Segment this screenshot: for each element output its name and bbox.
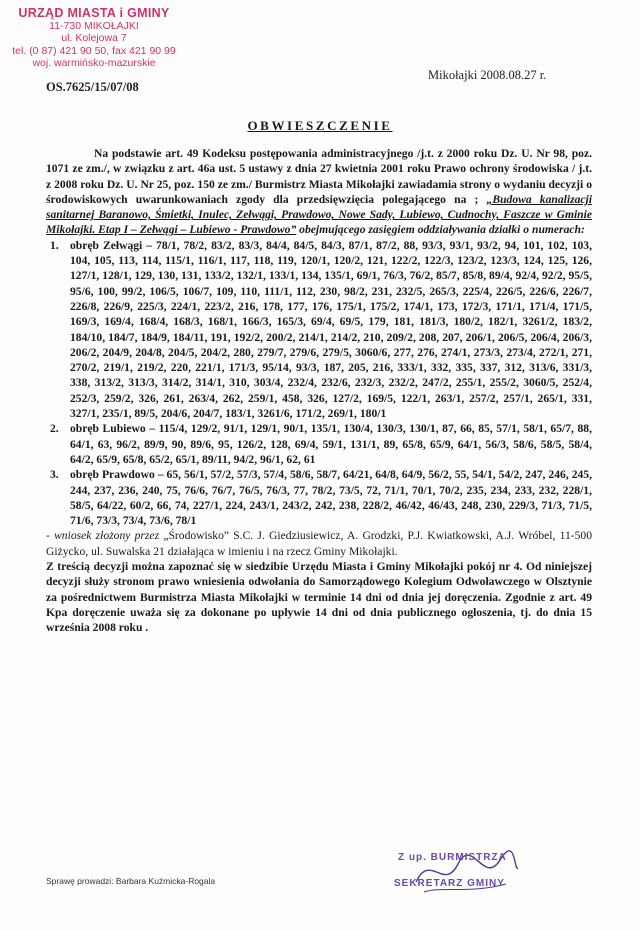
parcel-item-number: 2.: [50, 422, 59, 436]
intro-text: Na podstawie art. 49 Kodeksu postępowania administracyjnego /j.t. z 2000 roku Dz. U. Nr 98, poz. 1071 ze zm./, w związku z art. 46a ust. 5 ustawy z dnia 27 kwietnia 2001 roku Prawo ochrony środowiska / j.t. z 2008 roku Dz. U. Nr 25, poz. 150 ze zm./ Burmistrz Miasta Mikołajki zawiadamia strony o wydaniu decyzji o środowiskowych uwarunkowaniach zgody dla przedsięwzięcia polegającego na ;: [46, 147, 592, 206]
parcel-list: [46, 238, 592, 529]
parcel-item-prawdowo: [50, 467, 592, 528]
parcel-item-text: obręb Lubiewo – 115/4, 129/2, 91/1, 129/1, 90/1, 135/1, 130/4, 130/3, 130/1, 87, 66, 85, 57/1, 58/1, 65/7, 88, 64/1, 63, 96/2, 89/9, 90, 89/6, 95, 126/2, 128, 69/4, 59/1, 131/1, 89, 65/8, 65/9, 64/1, 56/3, 58/6, 58/5, 58/4, 64/2, 65/9, 65/8, 65/2, 65/1, 89/11, 94/2, 96/1, 62, 61: [70, 422, 592, 466]
parcel-item-text: obręb Zełwągi – 78/1, 78/2, 83/2, 83/3, 84/4, 84/5, 84/3, 87/1, 87/2, 88, 93/3, 93/1, 93/2, 94, 101, 102, 103, 104, 105, 113, 114, 115/1, 116/1, 117, 118, 119, 120/1, 120/2, 121, 122/2, 122/3, 123/2, 123/3, 124, 125, 126, 127/1, 128/1, 129, 130, 131, 133/2, 132/1, 133/1, 134, 135/1, 69/1, 76/3, 76/2, 85/7, 85/8, 89/4, 92/4, 92/2, 95/5, 95/6, 100, 99/2, 106/5, 106/7, 109, 110, 111/1, 112, 230, 98/2, 231, 232/5, 265/3, 225/4, 226/5, 226/6, 226/7, 226/8, 226/9, 225/3, 224/1, 223/2, 216, 178, 177, 176, 175/1, 175/2, 174/1, 173, 172/3, 171/1, 171/4, 171/5, 169/3, 169/4, 168/4, 168/3, 168/1, 166/3, 165/3, 69/4, 69/5, 179, 181, 181/3, 180/2, 182/1, 3261/2, 183/2, 184/10, 184/7, 184/9, 184/11, 191, 192/2, 200/2, 214/1, 214/2, 210, 209/2, 208, 207, 206/1, 206/5, 206/4, 206/3, 206/2, 204/9, 204/8, 204/5, 204/2, 280, 279/7, 279/6, 279/5, 3060/6, 277, 276, 274/1, 273/3, 273/4, 272/1, 271, 270/2, 219/1, 219/2, 220, 221/1, 171/3, 95/14, 93/3, 187, 205, 216, 333/1, 332, 335, 337, 312, 313/6, 331/3, 338, 313/2, 313/3, 314/2, 314/1, 310, 303/4, 232/4, 232/6, 232/3, 232/2, 247/2, 255/1, 255/2, 3060/5, 252/4, 252/3, 259/2, 326, 261, 263/4, 262, 259/1, 458, 326, 127/2, 169/5, 122/1, 263/1, 257/2, 257/1, 265/1, 331, 327/1, 235/1, 89/5, 204/6, 204/7, 183/1, 3261/6, 171/2, 269/1, 180/1: [70, 238, 592, 421]
stamp-postal: 11-730 MIKOŁAJKI: [49, 20, 139, 33]
stamp-street: ul. Kolejowa 7: [61, 32, 127, 45]
place-and-date: Mikołajki 2008.08.27 r.: [428, 68, 547, 82]
signature-line-1: Z up. BURMISTRZA: [398, 852, 507, 863]
office-stamp: [4, 6, 184, 69]
document-heading: OBWIESZCZENIE: [247, 118, 393, 133]
scope-line: obejmującego zasięgiem oddziaływania działki o numerach:: [299, 223, 585, 237]
reference-number: OS.7625/15/07/08: [46, 80, 139, 94]
parcel-item-number: 1.: [50, 238, 59, 252]
intro-paragraph: [46, 146, 592, 238]
parcel-item-lubiewo: [50, 421, 592, 467]
parcel-item-text: obręb Prawdowo – 65, 56/1, 57/2, 57/3, 57/4, 58/6, 58/7, 64/21, 64/8, 64/9, 56/2, 55, 54/1, 54/2, 247, 246, 245, 244, 237, 236, 240, 75, 76/6, 76/7, 76/5, 76/3, 77, 78/2, 73/5, 72, 71/1, 70/1, 70/2, 235, 234, 233, 232, 228/1, 58/5, 64/22, 60/2, 66, 74, 227/1, 224, 243/1, 243/2, 242, 238, 228/2, 46/42, 46/43, 248, 230, 229/3, 71/3, 71/5, 71/6, 73/3, 73/4, 73/6, 78/1: [70, 468, 592, 528]
signature-stamp: [390, 842, 530, 912]
parcel-item-zelwagi: [50, 238, 592, 422]
document-body: [46, 146, 592, 636]
stamp-phone: tel. (0 87) 421 90 50, fax 421 90 99: [12, 44, 176, 57]
signature-line-2: SEKRETARZ GMINY: [394, 878, 505, 889]
prepared-by: Sprawę prowadzi: Barbara Kuźmicka-Rogala: [46, 876, 216, 886]
parcel-item-number: 3.: [50, 468, 59, 482]
stamp-office-name: URZĄD MIASTA i GMINY: [18, 6, 170, 20]
handwritten-signature: [410, 842, 520, 902]
closing-paragraph: Z treścią decyzji można zapoznać się w siedzibie Urzędu Miasta i Gminy Mikołajki pokój nr 4. Od niniejszej decyzji służy stronom prawo wniesienia odwołania do Samorządowego Kolegium Odwoławczego w Olsztynie za pośrednictwem Burmistrza Miasta Mikołajki w terminie 14 dni od dnia jej doręczenia. Zgodnie z art. 49 Kpa doręczenie uważa się za dokonane po upływie 14 dni od dnia publicznego ogłoszenia, tj. do dnia 15 września 2008 roku .: [46, 560, 592, 635]
stamp-region: woj. warmińsko-mazurskie: [32, 56, 156, 69]
applicant-paragraph: [46, 528, 592, 559]
applicant-body: „Środowisko” S.C. J. Giedziusiewicz, A. Grodzki, P.J. Kwiatkowski, A.J. Wróbel, 11-500 Giżycko, ul. Suwalska 21 działająca w imieniu i na rzecz Gminy Mikołajki.: [46, 529, 593, 558]
applicant-prefix: - wniosek złożony przez: [46, 529, 160, 543]
project-title: „Budowa kanalizacji sanitarnej Baranowo, Śmietki, Inulec, Zełwągi, Prawdowo, Nowe Sady, Lubiewo, Cudnochy, Faszcze w Gminie Mikołajki. Etap I – Zełwągi – Lubiewo - Prawdowo”: [46, 192, 592, 237]
